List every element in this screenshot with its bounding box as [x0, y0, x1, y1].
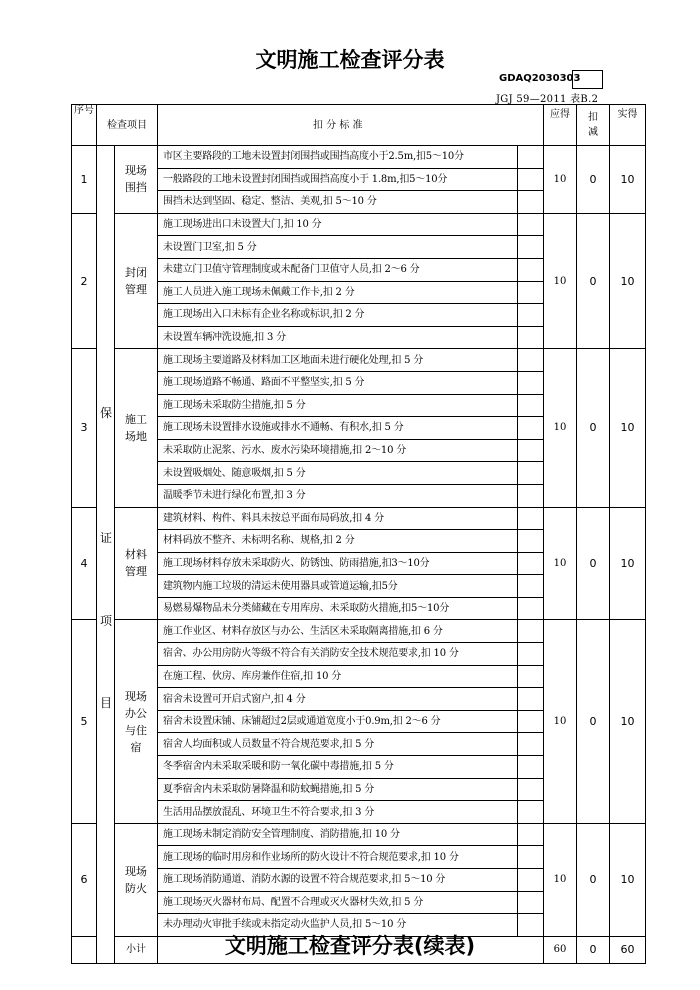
blank-cell[interactable]	[518, 688, 544, 711]
header-due: 应得	[544, 105, 577, 146]
blank-cell[interactable]	[518, 710, 544, 733]
deduction-item: 易燃易爆物品未分类储藏在专用库房、未采取防火措施,扣5～10分	[158, 597, 518, 620]
blank-cell[interactable]	[518, 484, 544, 507]
section-due: 10	[544, 146, 577, 214]
subtotal-label: 小计	[115, 936, 158, 963]
deduction-item: 宿舍未设置可开启式窗户,扣 4 分	[158, 688, 518, 711]
deduction-item: 夏季宿舍内未采取防暑降温和防蚊蝇措施,扣 5 分	[158, 778, 518, 801]
table-row	[72, 349, 646, 372]
deduction-item: 施工现场材料存放未采取防火、防锈蚀、防雨措施,扣3～10分	[158, 552, 518, 575]
blank-cell[interactable]	[518, 643, 544, 666]
section-number: 1	[72, 146, 97, 214]
category-char: 项	[100, 614, 113, 628]
deduction-item: 施工现场进出口未设置大门,扣 10 分	[158, 213, 518, 236]
blank-cell[interactable]	[518, 575, 544, 598]
subtotal-deducted[interactable]: 0	[577, 936, 610, 963]
blank-cell[interactable]	[518, 213, 544, 236]
blank-cell[interactable]	[518, 326, 544, 349]
deduction-item: 市区主要路段的工地未设置封闭围挡或围挡高度小于2.5m,扣5～10分	[158, 146, 518, 169]
section-actual[interactable]: 10	[610, 507, 646, 620]
deduction-item: 施工现场未采取防尘措施,扣 5 分	[158, 394, 518, 417]
deduction-item: 宿舍、办公用房防火等级不符合有关消防安全技术规范要求,扣 10 分	[158, 643, 518, 666]
deduction-item: 施工现场消防通道、消防水源的设置不符合规范要求,扣 5～10 分	[158, 869, 518, 892]
blank-cell[interactable]	[518, 168, 544, 191]
section-number: 5	[72, 620, 97, 823]
table-row	[72, 213, 646, 236]
deduction-item: 未设置车辆冲洗设施,扣 3 分	[158, 326, 518, 349]
section-name: 现场防火	[115, 823, 158, 936]
header-item: 检查项目	[97, 105, 158, 146]
section-due: 10	[544, 349, 577, 507]
section-deducted[interactable]: 0	[577, 620, 610, 823]
subtotal-due: 60	[544, 936, 577, 963]
blank-cell[interactable]	[518, 778, 544, 801]
blank-cell[interactable]	[518, 304, 544, 327]
blank-cell[interactable]	[518, 281, 544, 304]
section-number: 6	[72, 823, 97, 936]
blank-cell[interactable]	[518, 801, 544, 824]
section-name: 材料管理	[115, 507, 158, 620]
deduction-item: 施工现场灭火器材布局、配置不合理或灭火器材失效,扣 5 分	[158, 891, 518, 914]
page-title: 文明施工检查评分表	[255, 48, 445, 72]
section-name: 施工场地	[115, 349, 158, 507]
blank-cell[interactable]	[518, 756, 544, 779]
category-cell	[97, 146, 115, 964]
blank-cell[interactable]	[518, 620, 544, 643]
blank-cell[interactable]	[518, 191, 544, 214]
blank-cell[interactable]	[518, 665, 544, 688]
table-row	[72, 823, 646, 846]
deduction-item: 围挡未达到坚固、稳定、整洁、美观,扣 5～10 分	[158, 191, 518, 214]
deduction-item: 一般路段的工地未设置封闭围挡或围挡高度小于 1.8m,扣5～10分	[158, 168, 518, 191]
section-actual[interactable]: 10	[610, 620, 646, 823]
deduction-item: 施工现场道路不畅通、路面不平整坚实,扣 5 分	[158, 371, 518, 394]
category-char: 证	[100, 531, 113, 545]
deduction-item: 在施工程、伙房、库房兼作住宿,扣 10 分	[158, 665, 518, 688]
section-deducted[interactable]: 0	[577, 349, 610, 507]
deduction-item: 未办理动火审批手续或未指定动火监护人员,扣 5～10 分	[158, 914, 518, 937]
blank-cell[interactable]	[518, 597, 544, 620]
blank-cell[interactable]	[518, 439, 544, 462]
deduction-item: 生活用品摆放混乱、环境卫生不符合要求,扣 3 分	[158, 801, 518, 824]
section-deducted[interactable]: 0	[577, 507, 610, 620]
section-due: 10	[544, 823, 577, 936]
deduction-item: 建筑物内施工垃圾的清运未使用器具或管道运输,扣5分	[158, 575, 518, 598]
blank-cell[interactable]	[518, 891, 544, 914]
form-code: GDAQ2030303	[499, 73, 581, 84]
deduction-item: 建筑材料、构件、料具未按总平面布局码放,扣 4 分	[158, 507, 518, 530]
section-actual[interactable]: 10	[610, 213, 646, 349]
section-number: 4	[72, 507, 97, 620]
deduction-item: 未设置吸烟处、随意吸烟,扣 5 分	[158, 462, 518, 485]
continued-title: 文明施工检查评分表(续表)	[224, 934, 476, 958]
standard-reference: JGJ 59—2011 表B.2	[496, 94, 599, 105]
blank-cell[interactable]	[518, 146, 544, 169]
section-actual[interactable]: 10	[610, 349, 646, 507]
section-name: 封闭管理	[115, 213, 158, 349]
deduction-item: 材料码放不整齐、未标明名称、规格,扣 2 分	[158, 530, 518, 553]
blank-cell[interactable]	[518, 371, 544, 394]
section-name: 现场办公与住宿	[115, 620, 158, 823]
deduction-item: 未建立门卫值守管理制度或未配备门卫值守人员,扣 2～6 分	[158, 258, 518, 281]
section-actual[interactable]: 10	[610, 823, 646, 936]
section-due: 10	[544, 507, 577, 620]
deduction-item: 施工人员进入施工现场未佩戴工作卡,扣 2 分	[158, 281, 518, 304]
deduction-item: 未采取防止泥浆、污水、废水污染环境措施,扣 2～10 分	[158, 439, 518, 462]
section-deducted[interactable]: 0	[577, 823, 610, 936]
category-char: 保	[100, 406, 113, 420]
blank-cell[interactable]	[518, 846, 544, 869]
blank-cell[interactable]	[518, 349, 544, 372]
header-deduction-standard: 扣 分 标 准	[158, 105, 518, 146]
section-deducted[interactable]: 0	[577, 146, 610, 214]
category-char: 目	[100, 696, 113, 710]
deduction-item: 施工现场出入口未标有企业名称或标识,扣 2 分	[158, 304, 518, 327]
deduction-item: 温暖季节未进行绿化布置,扣 3 分	[158, 484, 518, 507]
header-seq: 序号	[72, 105, 97, 146]
deduction-item: 施工现场主要道路及材料加工区地面未进行硬化处理,扣 5 分	[158, 349, 518, 372]
blank-cell[interactable]	[518, 733, 544, 756]
form-code-box[interactable]	[572, 70, 603, 89]
header-deducted: 扣减	[577, 105, 610, 146]
blank-cell[interactable]	[518, 417, 544, 440]
deduction-item: 冬季宿舍内未采取采暖和防一氧化碳中毒措施,扣 5 分	[158, 756, 518, 779]
deduction-item: 施工现场未设置排水设施或排水不通畅、有积水,扣 5 分	[158, 417, 518, 440]
blank-cell[interactable]	[518, 552, 544, 575]
deduction-item: 施工作业区、材料存放区与办公、生活区未采取隔离措施,扣 6 分	[158, 620, 518, 643]
subtotal-actual[interactable]: 60	[610, 936, 646, 963]
deduction-item: 宿舍未设置床铺、床铺超过2层或通道宽度小于0.9m,扣 2～6 分	[158, 710, 518, 733]
deduction-item: 施工现场的临时用房和作业场所的防火设计不符合规范要求,扣 10 分	[158, 846, 518, 869]
table-row	[72, 507, 646, 530]
section-number: 2	[72, 213, 97, 349]
blank-cell[interactable]	[518, 462, 544, 485]
section-name: 现场围挡	[115, 146, 158, 214]
section-due: 10	[544, 620, 577, 823]
section-deducted[interactable]: 0	[577, 213, 610, 349]
deduction-item: 宿舍人均面积或人员数量不符合规范要求,扣 5 分	[158, 733, 518, 756]
blank-cell[interactable]	[518, 869, 544, 892]
section-actual[interactable]: 10	[610, 146, 646, 214]
blank-cell[interactable]	[518, 507, 544, 530]
section-due: 10	[544, 213, 577, 349]
blank-cell[interactable]	[518, 530, 544, 553]
table-row	[72, 146, 646, 169]
table-row	[72, 620, 646, 643]
inspection-table	[71, 104, 646, 964]
deduction-item: 未设置门卫室,扣 5 分	[158, 236, 518, 259]
blank-cell[interactable]	[518, 258, 544, 281]
deduction-item: 施工现场未制定消防安全管理制度、消防措施,扣 10 分	[158, 823, 518, 846]
blank-cell[interactable]	[518, 236, 544, 259]
blank-cell[interactable]	[518, 394, 544, 417]
header-actual: 实得	[610, 105, 646, 146]
blank-cell[interactable]	[518, 823, 544, 846]
section-number: 3	[72, 349, 97, 507]
